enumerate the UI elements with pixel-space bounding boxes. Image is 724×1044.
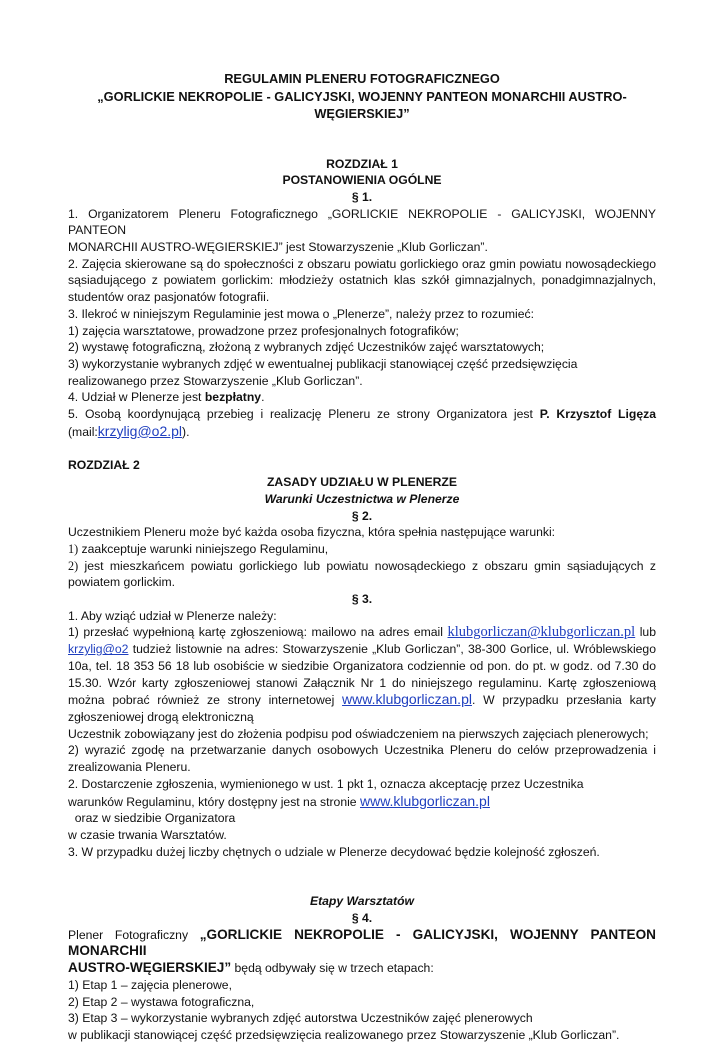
stage-3-line1: 3) Etap 3 – wykorzystanie wybranych zdjęć autorstwa Uczestników zajęć plenerowych bbox=[68, 1011, 533, 1026]
stages-subtitle: Etapy Warsztatów bbox=[309, 894, 415, 909]
s3-p2-line3: w czasie trwania Warsztatów. bbox=[68, 827, 227, 842]
s3-item2-line2: zrealizowania Pleneru. bbox=[68, 760, 191, 775]
s4-stages-text: będą odbywały się w trzech etapach: bbox=[231, 961, 434, 976]
ch1-p5-coordinator: P. Krzysztof Ligęza bbox=[539, 407, 656, 422]
s4-event-name-2: AUSTRO-WĘGIERSKIEJ” bbox=[68, 960, 232, 976]
s3-p3: 3. W przypadku dużej liczby chętnych o udziale w Plenerze decydować będzie kolejność zgłoszeń. bbox=[68, 844, 600, 859]
s3-item1-download: można pobrać również ze strony internetowej bbox=[68, 693, 343, 708]
s4-line1 bbox=[68, 927, 656, 960]
s3-item1-line1 bbox=[68, 624, 656, 641]
ch1-p2-line2: sąsiadującego z powiatem gorlickim: młodzieży ostatnich klas szkół gimnazjalnych, ponadgimnazjalnych, bbox=[68, 273, 656, 288]
s3-item1-line6: zgłoszeniowej drogą elektroniczną bbox=[68, 710, 254, 724]
chapter1-subheading: POSTANOWIENIA OGÓLNE bbox=[282, 173, 442, 188]
s2-item2-num: 2) bbox=[68, 558, 79, 573]
ch1-p2-line1: 2. Zajęcia skierowane są do społeczności z obszaru powiatu gorlickiego oraz gmin powiatu nowosądeckiego bbox=[68, 256, 656, 271]
s2-item2-text: jest mieszkańcem powiatu gorlickiego lub powiatu nowosądeckiego z obszaru gmin sąsiadujących z bbox=[78, 558, 656, 573]
s3-item1-electronic: . W przypadku przesłania karty bbox=[471, 693, 656, 708]
s4-event-name: „GORLICKIE NEKROPOLIE - GALICYJSKI, WOJENNY PANTEON MONARCHII bbox=[68, 926, 656, 959]
s2-item2-line2: powiatem gorlickim. bbox=[68, 575, 176, 590]
s2-item1-text: zaakceptuje warunki niniejszego Regulaminu, bbox=[78, 541, 329, 556]
document-title-line1: REGULAMIN PLENERU FOTOGRAFICZNEGO bbox=[224, 71, 500, 86]
ch1-p5-text: 5. Osobą koordynującą przebieg i realizację Pleneru ze strony Organizatora jest bbox=[68, 407, 540, 422]
stage-2: 2) Etap 2 – wystawa fotograficzna, bbox=[68, 994, 255, 1009]
ch1-p4-dot: . bbox=[261, 390, 265, 405]
s3-p2-text: warunków Regulaminu, który dostępny jest na stronie bbox=[68, 794, 360, 809]
chapter2-subheading: ZASADY UDZIAŁU W PLENERZE bbox=[266, 475, 458, 490]
section4-mark: § 4. bbox=[351, 911, 373, 926]
chapter2-heading: ROZDZIAŁ 2 bbox=[68, 458, 140, 473]
ch1-p3: 3. Ilekroć w niniejszym Regulaminie jest mowa o „Plenerze”, należy przez to rozumieć: bbox=[68, 306, 535, 321]
club-email-link[interactable]: klubgorliczan@klubgorliczan.pl bbox=[447, 624, 636, 641]
ch1-p4-free: bezpłatny bbox=[204, 390, 262, 405]
s3-item1-line5 bbox=[68, 691, 656, 709]
s3-item1-text: 1) przesłać wypełnioną kartę zgłoszeniową: mailowo na adres email bbox=[68, 625, 448, 640]
s3-item1-line7: Uczestnik zobowiązany jest do złożenia podpisu pod oświadczeniem na pierwszych zajęciach plenerowych; bbox=[68, 726, 649, 741]
ch1-p5-close: ). bbox=[182, 424, 190, 439]
s2-intro: Uczestnikiem Pleneru może być każda osoba fizyczna, która spełnia następujące warunki: bbox=[68, 525, 556, 540]
s4-intro: Plener Fotograficzny bbox=[68, 927, 200, 942]
stage-3-line2: w publikacji stanowiącej część przedsięwzięcia realizowanego przez Stowarzyszenie „Klub Gorliczan”. bbox=[68, 1027, 620, 1042]
chapter1-heading: ROZDZIAŁ 1 bbox=[326, 156, 398, 171]
ch1-p4 bbox=[68, 389, 656, 406]
ch1-p3-item2: 2) wystawę fotograficzną, złożoną z wybranych zdjęć Uczestników zajęć warsztatowych; bbox=[68, 340, 545, 355]
s2-item1 bbox=[68, 541, 656, 558]
document-title-line2: „GORLICKIE NEKROPOLIE - GALICYJSKI, WOJENNY PANTEON MONARCHII AUSTRO-WĘGIERSKIEJ” bbox=[97, 88, 627, 121]
s3-p2-line1: 2. Dostarczenie zgłoszenia, wymienionego w ust. 1 pkt 1, oznacza akceptację przez Uczestnika bbox=[68, 776, 584, 791]
s4-line2 bbox=[68, 960, 656, 977]
ch1-p1-line2: MONARCHII AUSTRO-WĘGIERSKIEJ” jest Stowarzyszenie „Klub Gorliczan”. bbox=[68, 240, 488, 255]
s3-item1-or: lub bbox=[635, 625, 656, 640]
s3-item2-line1: 2) wyrazić zgodę na przetwarzanie danych osobowych Uczestnika Pleneru do celów przeprowadzenia i bbox=[68, 743, 656, 758]
coordinator-email-link[interactable]: krzylig@o2.pl bbox=[97, 422, 183, 439]
s3-intro: 1. Aby wziąć udział w Plenerze należy: bbox=[68, 608, 277, 623]
stage-1: 1) Etap 1 – zajęcia plenerowe, bbox=[68, 977, 232, 992]
s3-p2-seat: oraz w siedzibie Organizatora bbox=[68, 811, 236, 826]
coordinator-email-link-2[interactable]: krzylig@o2 bbox=[68, 642, 129, 657]
website-link-2[interactable]: www.klubgorliczan.pl bbox=[359, 792, 490, 809]
ch1-p4-text: 4. Udział w Plenerze jest bbox=[68, 390, 205, 405]
ch1-p5-line1 bbox=[68, 406, 656, 423]
s2-item1-num: 1) bbox=[68, 541, 79, 556]
website-link[interactable]: www.klubgorliczan.pl bbox=[342, 691, 472, 708]
ch1-p3-item3-line1: 3) wykorzystanie wybranych zdjęć w ewentualnej publikacji stanowiącej część przedsięwzięcia bbox=[68, 356, 578, 371]
section3-mark: § 3. bbox=[351, 592, 373, 607]
ch1-p3-item3-line2: realizowanego przez Stowarzyszenie „Klub Gorliczan”. bbox=[68, 373, 363, 388]
ch1-p5-line2 bbox=[68, 423, 656, 441]
s3-item1-line2 bbox=[68, 641, 656, 658]
section1-mark: § 1. bbox=[351, 189, 373, 204]
s3-item1-line3: 10a, tel. 18 353 56 18 lub osobiście w siedzibie Organizatora codziennie od pon. do pt. w godz. od 7.30 do bbox=[68, 658, 656, 673]
s3-p2-line2 bbox=[68, 793, 656, 827]
chapter2-subtitle: Warunki Uczestnictwa w Plenerze bbox=[264, 491, 460, 506]
ch1-p2-line3: studentów oraz pasjonatów fotografii. bbox=[68, 290, 270, 305]
ch1-p1-line1: 1. Organizatorem Pleneru Fotograficznego „GORLICKIE NEKROPOLIE - GALICYJSKI, WOJENNY PANTEON bbox=[68, 206, 656, 238]
s3-item1-address: tudzież listownie na adres: Stowarzyszenie „Klub Gorliczan”, 38-300 Gorlice, ul. Wróblewskiego bbox=[128, 642, 656, 657]
section2-mark: § 2. bbox=[351, 508, 373, 523]
s3-item1-line4: 15.30. Wzór karty zgłoszeniowej stanowi Załącznik Nr 1 do niniejszego regulaminu. Kartę zgłoszeniową bbox=[68, 675, 656, 690]
ch1-p5-mail-label: (mail: bbox=[68, 424, 98, 439]
s2-item2-line1 bbox=[68, 558, 656, 575]
ch1-p3-item1: 1) zajęcia warsztatowe, prowadzone przez profesjonalnych fotografików; bbox=[68, 323, 459, 338]
